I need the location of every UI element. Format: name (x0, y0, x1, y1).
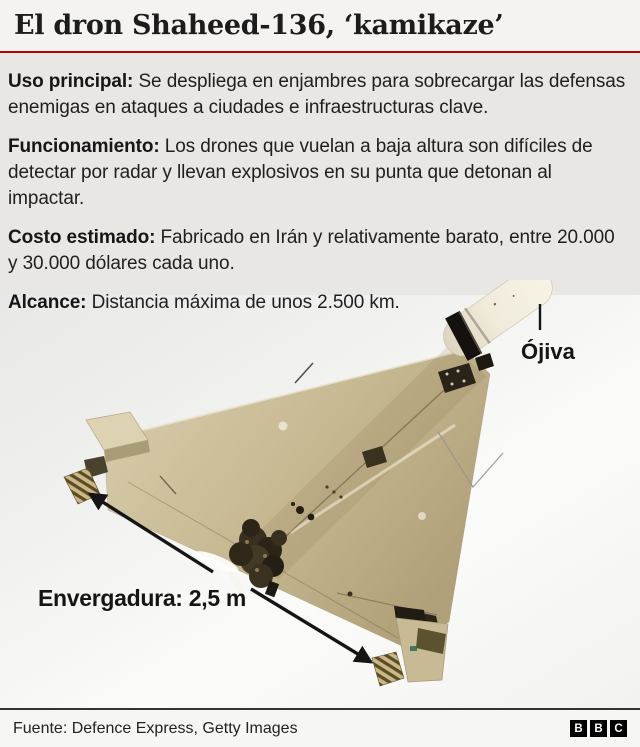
fact-list (0, 53, 640, 316)
fact-text: Se despliega en enjambres para sobrecargar las defensas enemigas en ataques a ciudades e infraestructuras clave. (8, 71, 626, 118)
fact-costo-estimado (8, 225, 626, 277)
fact-label: Costo estimado: (8, 227, 156, 248)
header (0, 0, 640, 53)
fact-text: Distancia máxima de unos 2.500 km. (86, 292, 400, 313)
fact-funcionamiento (8, 134, 626, 212)
bbc-logo-letter: C (610, 720, 627, 737)
fact-text: Los drones que vuelan a baja altura son difíciles de detectar por radar y llevan explosivos en su punta que detonan al impactar. (8, 136, 593, 209)
wingspan-label: Envergadura: 2,5 m (38, 585, 247, 611)
fact-label: Alcance: (8, 292, 87, 313)
bbc-logo (570, 720, 627, 737)
footer (0, 708, 640, 747)
fact-uso-principal (8, 69, 626, 121)
fact-text: Fabricado en Irán y relativamente barato, entre 20.000 y 30.000 dólares cada uno. (8, 227, 615, 274)
warhead-label: Ójiva (521, 339, 575, 364)
fact-label: Funcionamiento: (8, 136, 160, 157)
source-credit: Fuente: Defence Express, Getty Images (13, 719, 298, 737)
bbc-logo-letter: B (590, 720, 607, 737)
bbc-logo-letter: B (570, 720, 587, 737)
drone-antenna-left (295, 363, 313, 383)
fact-label: Uso principal: (8, 71, 134, 92)
page-title: El dron Shaheed-136, ‘kamikaze’ (14, 10, 504, 41)
drone-figure (0, 280, 640, 708)
